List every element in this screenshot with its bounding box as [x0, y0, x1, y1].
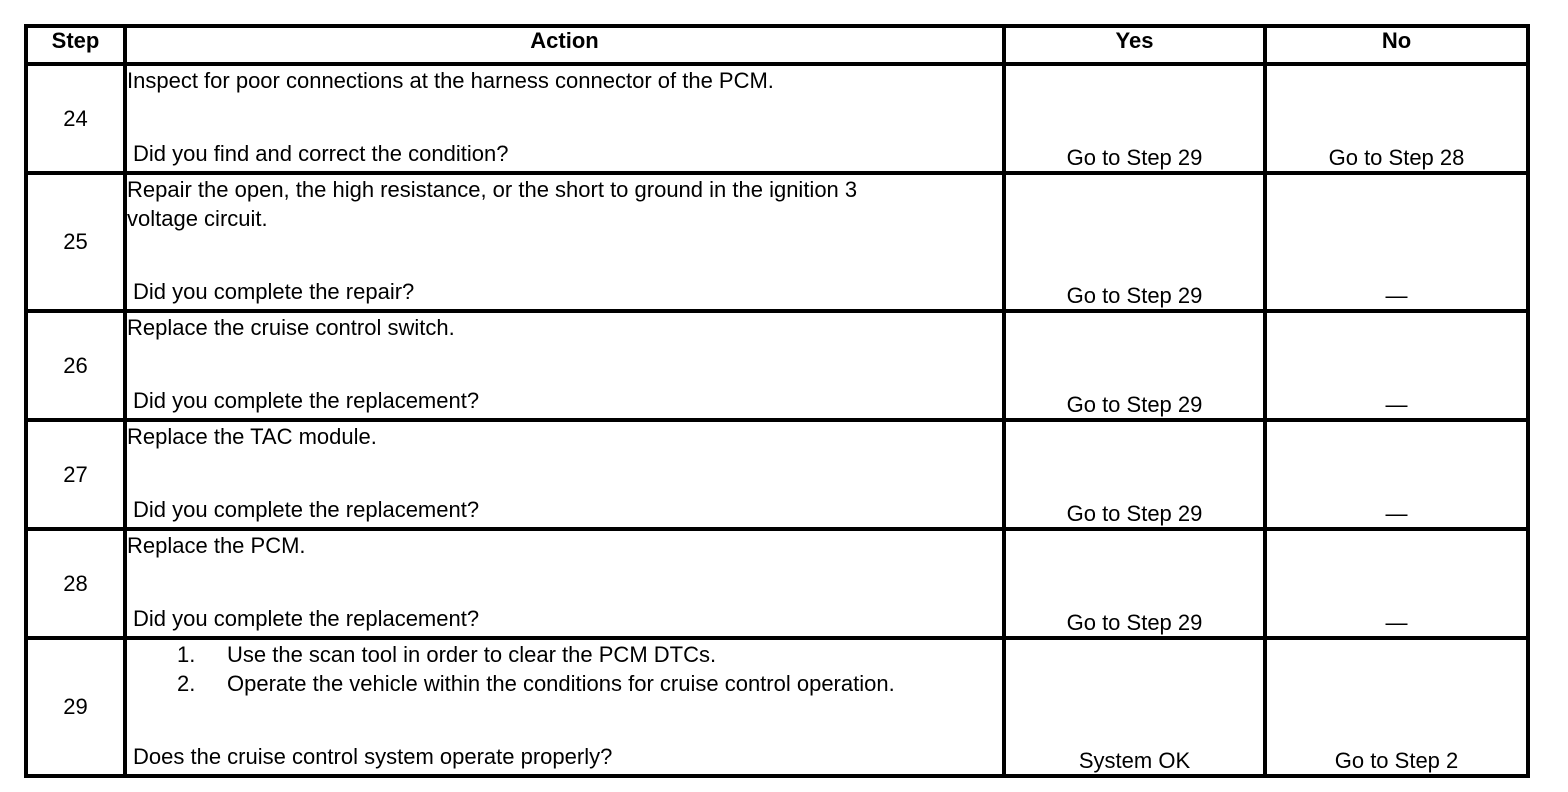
step-number: 26 — [26, 311, 125, 420]
action-question: Did you complete the repair? — [133, 279, 415, 304]
action-text: Inspect for poor connections at the harness connector of the PCM. — [127, 68, 774, 93]
action-text: Replace the cruise control switch. — [127, 315, 455, 340]
no-result: — — [1265, 420, 1528, 529]
list-text: Operate the vehicle within the conditions for cruise control operation. — [227, 671, 895, 696]
yes-result: Go to Step 29 — [1004, 311, 1265, 420]
header-row — [26, 26, 1528, 64]
action-cell — [125, 420, 1004, 529]
action-question: Does the cruise control system operate properly? — [133, 744, 613, 769]
step-number: 27 — [26, 420, 125, 529]
action-cell — [125, 529, 1004, 638]
action-cell — [125, 311, 1004, 420]
numbered-list-item — [127, 669, 1002, 698]
header-no: No — [1265, 26, 1528, 64]
numbered-list-item — [127, 640, 1002, 669]
header-yes: Yes — [1004, 26, 1265, 64]
action-text: Replace the TAC module. — [127, 424, 377, 449]
action-text: voltage circuit. — [127, 206, 268, 231]
yes-result: Go to Step 29 — [1004, 173, 1265, 311]
action-question: Did you complete the replacement? — [133, 606, 480, 631]
yes-result: Go to Step 29 — [1004, 529, 1265, 638]
no-result: — — [1265, 173, 1528, 311]
no-result: Go to Step 2 — [1265, 638, 1528, 776]
action-question: Did you complete the replacement? — [133, 497, 480, 522]
step-number: 24 — [26, 64, 125, 173]
table-row — [26, 420, 1528, 529]
table-row — [26, 173, 1528, 311]
action-text: Replace the PCM. — [127, 533, 306, 558]
action-cell — [125, 173, 1004, 311]
list-number: 2. — [177, 671, 196, 696]
table-row — [26, 311, 1528, 420]
action-text: Repair the open, the high resistance, or the short to ground in the ignition 3 — [127, 177, 858, 202]
table-row — [26, 529, 1528, 638]
action-cell — [125, 64, 1004, 173]
yes-result: Go to Step 29 — [1004, 420, 1265, 529]
table-row — [26, 64, 1528, 173]
yes-result: System OK — [1004, 638, 1265, 776]
no-result: — — [1265, 529, 1528, 638]
step-number: 25 — [26, 173, 125, 311]
table-row — [26, 638, 1528, 776]
action-question: Did you find and correct the condition? — [133, 141, 509, 166]
step-number: 29 — [26, 638, 125, 776]
action-cell — [125, 638, 1004, 776]
header-action: Action — [125, 26, 1004, 64]
yes-result: Go to Step 29 — [1004, 64, 1265, 173]
action-question: Did you complete the replacement? — [133, 388, 480, 413]
diagnostic-table — [24, 24, 1530, 778]
no-result: — — [1265, 311, 1528, 420]
no-result: Go to Step 28 — [1265, 64, 1528, 173]
list-number: 1. — [177, 642, 196, 667]
header-step: Step — [26, 26, 125, 64]
list-text: Use the scan tool in order to clear the PCM DTCs. — [227, 642, 717, 667]
step-number: 28 — [26, 529, 125, 638]
